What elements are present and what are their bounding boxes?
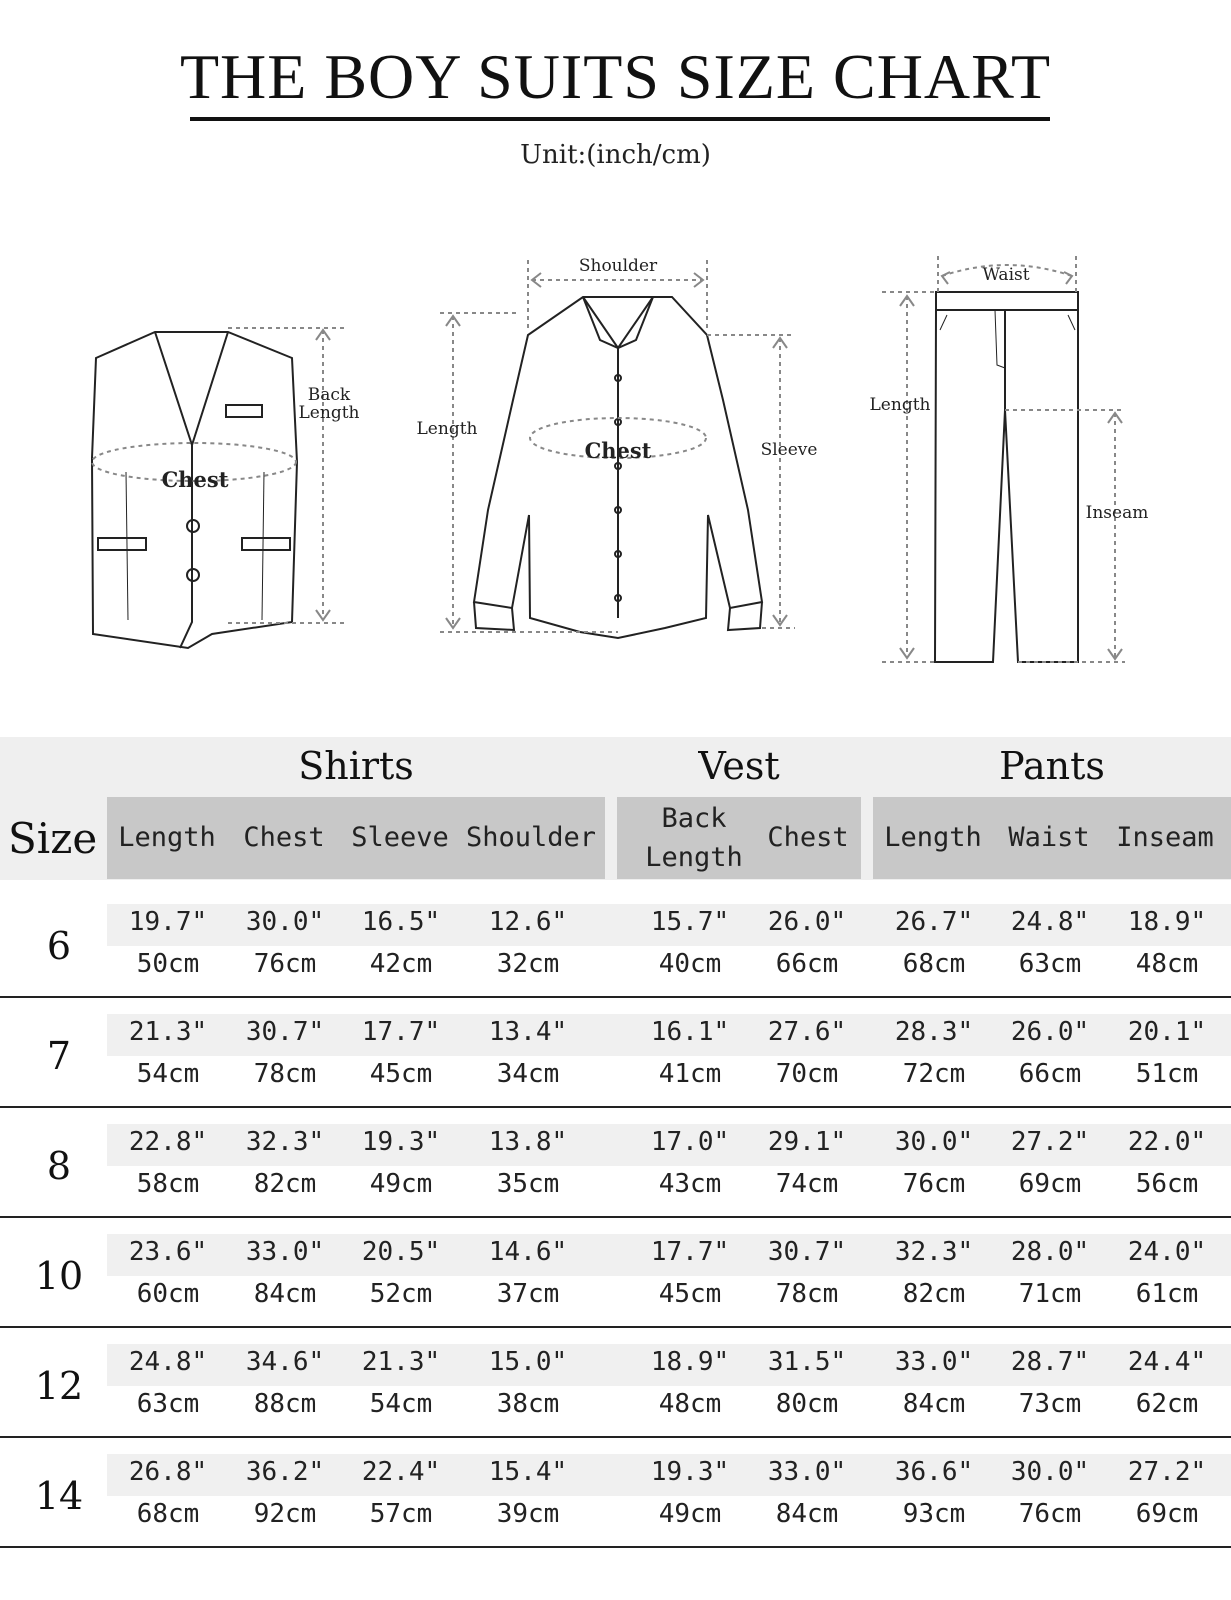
cell-cm: 42cm [369,949,433,979]
cell-inch: 19.7" [128,907,208,937]
col-vest-chest: Chest [767,822,849,854]
cell-inch: 31.5" [767,1347,847,1377]
pants-drawing [935,292,1078,662]
group-shirts-label: Shirts [298,744,414,788]
cell-cm: 35cm [496,1169,560,1199]
cell-inch: 22.8" [128,1127,208,1157]
cell-inch: 26.7" [894,907,974,937]
row-divider [0,1216,1231,1218]
cell-cm: 78cm [775,1279,839,1309]
unit-label: Unit:(inch/cm) [520,140,711,170]
cell-cm: 58cm [136,1169,200,1199]
vest-back-label-1: Back [307,385,351,405]
cell-inch: 30.0" [245,907,325,937]
table-row [0,1008,1231,1118]
row-divider [0,1326,1231,1328]
row-size: 14 [34,1474,84,1518]
cell-cm: 70cm [775,1059,839,1089]
cell-cm: 71cm [1018,1279,1082,1309]
cell-inch: 15.4" [488,1457,568,1487]
cell-cm: 84cm [253,1279,317,1309]
cell-cm: 93cm [902,1499,966,1529]
cell-cm: 82cm [253,1169,317,1199]
cell-cm: 34cm [496,1059,560,1089]
cell-cm: 66cm [775,949,839,979]
cell-inch: 21.3" [128,1017,208,1047]
cell-inch: 13.8" [488,1127,568,1157]
cell-cm: 69cm [1018,1169,1082,1199]
cell-inch: 17.7" [361,1017,441,1047]
cell-cm: 68cm [902,949,966,979]
cell-inch: 27.2" [1127,1457,1207,1487]
cell-cm: 41cm [658,1059,722,1089]
cell-cm: 73cm [1018,1389,1082,1419]
col-shirt-sleeve: Sleeve [351,822,449,854]
cell-inch: 32.3" [894,1237,974,1267]
group-vest-label: Vest [698,744,780,788]
shirt-shoulder-label: Shoulder [578,256,658,276]
pants-length-label: Length [869,395,931,415]
cell-inch: 26.0" [1010,1017,1090,1047]
cell-cm: 32cm [496,949,560,979]
cell-inch: 18.9" [1127,907,1207,937]
cell-inch: 21.3" [361,1347,441,1377]
cell-cm: 84cm [902,1389,966,1419]
cell-cm: 76cm [253,949,317,979]
cell-cm: 61cm [1135,1279,1199,1309]
col-shirt-chest: Chest [243,822,325,854]
cell-inch: 33.0" [767,1457,847,1487]
cell-cm: 52cm [369,1279,433,1309]
cell-inch: 27.6" [767,1017,847,1047]
cell-cm: 74cm [775,1169,839,1199]
cell-inch: 20.5" [361,1237,441,1267]
row-divider [0,1106,1231,1108]
cell-inch: 16.5" [361,907,441,937]
cell-cm: 68cm [136,1499,200,1529]
cell-inch: 24.0" [1127,1237,1207,1267]
cell-inch: 29.1" [767,1127,847,1157]
cell-inch: 24.8" [128,1347,208,1377]
garment-diagrams [0,240,1231,690]
cell-cm: 54cm [136,1059,200,1089]
size-column-header: Size [8,813,98,863]
vest-back-label-2: Length [298,403,360,423]
cell-inch: 19.3" [361,1127,441,1157]
row-size: 10 [34,1254,84,1298]
cell-inch: 26.0" [767,907,847,937]
cell-inch: 15.0" [488,1347,568,1377]
cell-cm: 43cm [658,1169,722,1199]
cell-cm: 54cm [369,1389,433,1419]
group-pants-label: Pants [999,744,1105,788]
cell-cm: 63cm [136,1389,200,1419]
cell-cm: 56cm [1135,1169,1199,1199]
cell-cm: 76cm [1018,1499,1082,1529]
shirt-sleeve-label: Sleeve [760,440,818,460]
cell-inch: 22.0" [1127,1127,1207,1157]
cell-inch: 30.0" [894,1127,974,1157]
cell-cm: 57cm [369,1499,433,1529]
cell-cm: 49cm [658,1499,722,1529]
cell-inch: 30.7" [767,1237,847,1267]
cell-cm: 66cm [1018,1059,1082,1089]
col-shirt-shoulder: Shoulder [465,822,597,854]
cell-inch: 24.8" [1010,907,1090,937]
cell-inch: 23.6" [128,1237,208,1267]
shirt-drawing [474,297,762,638]
cell-cm: 78cm [253,1059,317,1089]
pants-waist-label: Waist [982,265,1030,285]
cell-inch: 19.3" [650,1457,730,1487]
shirt-chest-label: Chest [584,438,652,463]
cell-inch: 17.0" [650,1127,730,1157]
table-row [0,898,1231,1008]
cell-cm: 49cm [369,1169,433,1199]
cell-cm: 62cm [1135,1389,1199,1419]
vest-chest-label: Chest [161,467,229,492]
cell-cm: 40cm [658,949,722,979]
cell-cm: 38cm [496,1389,560,1419]
row-size: 7 [46,1034,72,1078]
cell-inch: 33.0" [245,1237,325,1267]
cell-inch: 15.7" [650,907,730,937]
table-row [0,1118,1231,1228]
shirt-length-label: Length [416,419,478,439]
cell-cm: 50cm [136,949,200,979]
cell-inch: 26.8" [128,1457,208,1487]
cell-cm: 92cm [253,1499,317,1529]
cell-inch: 12.6" [488,907,568,937]
col-pants-length: Length [884,822,982,854]
cell-inch: 28.3" [894,1017,974,1047]
col-vest-back-length: Back Length [645,802,743,873]
cell-cm: 69cm [1135,1499,1199,1529]
table-row [0,1448,1231,1558]
col-pants-inseam: Inseam [1116,822,1214,854]
cell-cm: 76cm [902,1169,966,1199]
pants-inseam-label: Inseam [1085,503,1149,523]
page-title: THE BOY SUITS SIZE CHART [179,41,1052,112]
cell-cm: 45cm [658,1279,722,1309]
cell-inch: 32.3" [245,1127,325,1157]
col-pants-waist: Waist [1008,822,1090,854]
cell-cm: 60cm [136,1279,200,1309]
cell-inch: 14.6" [488,1237,568,1267]
cell-inch: 16.1" [650,1017,730,1047]
col-shirt-length: Length [118,822,216,854]
cell-inch: 24.4" [1127,1347,1207,1377]
cell-inch: 30.7" [245,1017,325,1047]
cell-inch: 36.6" [894,1457,974,1487]
cell-cm: 39cm [496,1499,560,1529]
cell-cm: 82cm [902,1279,966,1309]
cell-inch: 22.4" [361,1457,441,1487]
row-size: 6 [46,924,72,968]
cell-inch: 36.2" [245,1457,325,1487]
row-divider [0,1546,1231,1548]
row-size: 12 [34,1364,84,1408]
cell-inch: 18.9" [650,1347,730,1377]
cell-cm: 72cm [902,1059,966,1089]
cell-cm: 48cm [658,1389,722,1419]
cell-cm: 51cm [1135,1059,1199,1089]
cell-inch: 28.0" [1010,1237,1090,1267]
cell-cm: 37cm [496,1279,560,1309]
cell-cm: 63cm [1018,949,1082,979]
cell-inch: 17.7" [650,1237,730,1267]
cell-inch: 28.7" [1010,1347,1090,1377]
cell-cm: 80cm [775,1389,839,1419]
cell-inch: 34.6" [245,1347,325,1377]
cell-inch: 30.0" [1010,1457,1090,1487]
cell-inch: 33.0" [894,1347,974,1377]
cell-inch: 27.2" [1010,1127,1090,1157]
row-divider [0,1436,1231,1438]
cell-cm: 48cm [1135,949,1199,979]
cell-cm: 88cm [253,1389,317,1419]
title-underline [190,117,1050,121]
table-row [0,1228,1231,1338]
cell-inch: 13.4" [488,1017,568,1047]
row-size: 8 [46,1144,72,1188]
cell-cm: 84cm [775,1499,839,1529]
cell-cm: 45cm [369,1059,433,1089]
row-divider [0,996,1231,998]
cell-inch: 20.1" [1127,1017,1207,1047]
table-row [0,1338,1231,1448]
